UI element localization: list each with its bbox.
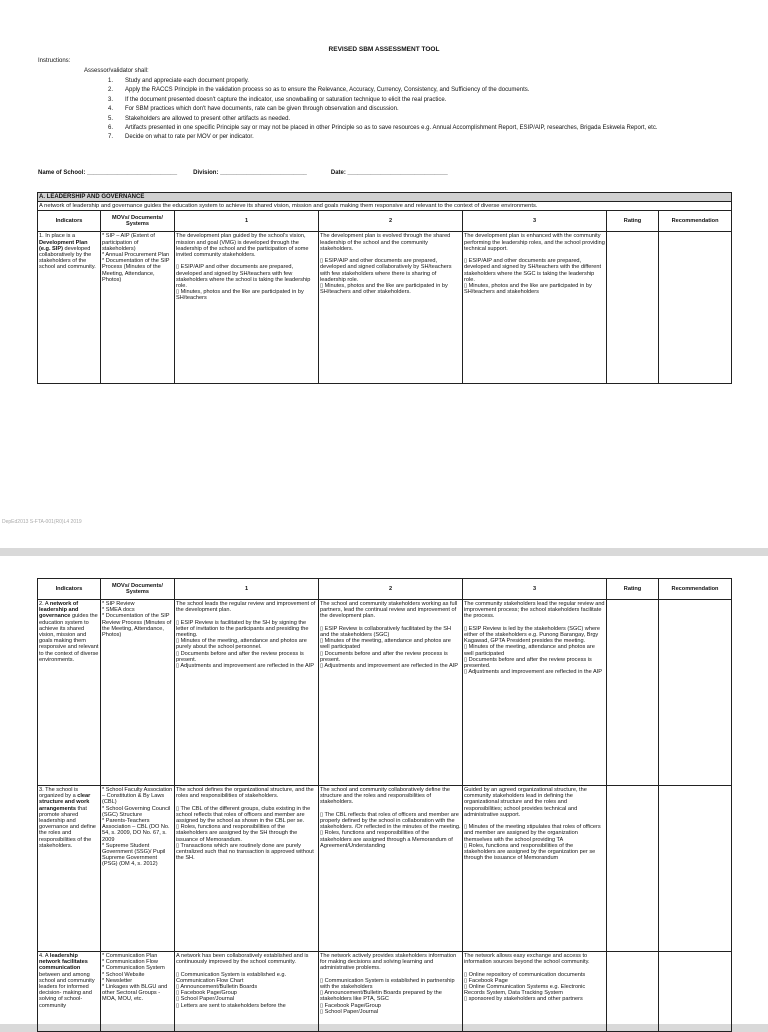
recommendation-input-cell[interactable] <box>659 786 732 952</box>
document-title: REVISED SBM ASSESSMENT TOOL <box>328 46 440 53</box>
level-2-cell: The school and community collaboratively define the structure and the roles and responsibilities of stakeholders. ▯ The CBL reflects that roles of officers and member are properly defined by the school in collaboration with the stakeholders. /Or reflected in the minutes of the meeting. ▯ Roles, functions and responsibilities of the stakeholders are assigned through a Memorandum of Agreement/Understanding <box>319 786 463 952</box>
recommendation-input-cell[interactable] <box>659 952 732 1032</box>
page-footer: DepEd2013 S-FTA-001(R0)L4 2019 <box>2 519 82 525</box>
col-header-level-2: 2 <box>319 579 463 600</box>
level-1-cell: The school leads the regular review and improvement of the development plan. ▯ ESIP Review is facilitated by the SH by signing the letter of invitation to the participants and presiding the meeting. ▯ Minutes of the meeting, attendance and photos are purely about the school personnel. ▯ Documents before and after the review process is present. ▯ Adjustments and improvement are reflected in the AIP <box>175 600 319 786</box>
level-3-cell: Guided by an agreed organizational structure, the community stakeholders lead in defining the organizational structure and the roles and responsibilities; school provides technical and administrative support. ▯ Minutes of the meeting stipulates that roles of officers and member are assigned by the organization themselves with the school providing TA ▯ Roles, functions and responsibilities of the stakeholders are assigned by the organization per se through the issuance of Memorandum <box>463 786 607 952</box>
instruction-step: 5. Stakeholders are allowed to present other artifacts as needed. <box>108 115 291 122</box>
level-3-cell: The development plan is enhanced with the community performing the leadership roles, and the school providing technical support. ▯ ESIP/AIP and other documents are prepared, developed and signed by SH/teachers with the different stakeholders where the SGC is taking the leadership role. ▯ Minutes, photos and the like are participated in by SH/teachers and stakeholders <box>463 232 607 384</box>
instruction-step: 1. Study and appreciate each document properly. <box>108 78 249 84</box>
movs-cell: * SIP Review * SMEA docs * Documentation of the SIP Review Process (Minutes of the Meeting, Attendance, Photos) <box>101 600 175 786</box>
instruction-steps <box>108 77 708 143</box>
level-2-cell: The school and community stakeholders working as full partners, lead the continual review and improvement of the development plan. ▯ ESIP Review is collaboratively facilitated by the SH and the stakeholders (SGC) ▯ Minutes of the meeting, attendance and photos are well participated ▯ Documents before and after the review process is present. ▯ Adjustments and improvement are reflected in the AIP <box>319 600 463 786</box>
level-3-cell: The network allows easy exchange and access to information sources beyond the school community. ▯ Online repository of communication documents ▯ Facebook Page ▯ Online Communication Systems e.g. Electronic Records System, Data Tracking System ▯ sponsored by stakeholders and other partners <box>463 952 607 1032</box>
rating-input-cell[interactable] <box>607 952 659 1032</box>
level-1-cell: The development plan guided by the school's vision, mission and goal (VMG) is developed through the leadership of the school and the participation of some invited community stakeholders. ▯ ESIP/AIP and other documents are prepared, developed and signed by SH/teachers with few stakeholders where the school is taking the leadership role. ▯ Minutes, photos and the like are participated in by SH/teachers <box>175 232 319 384</box>
indicator-cell: 2. A network of leadership and governance guides the education system to achieve its shared vision, mission and goals making them responsive and relevant to the context of diverse environments. <box>38 600 101 786</box>
table-row <box>38 786 732 952</box>
movs-cell: * SIP – AIP (Extent of participation of stakeholders) * Annual Procurement Plan * Documentation of the SIP Process (Minutes of the Meeting, Attendance, Photos) <box>101 232 175 384</box>
level-3-cell: The community stakeholders lead the regular review and improvement process; the school stakeholders facilitate the process. ▯ ESIP Review is led by the stakeholders (SGC) where either of the stakeholders e.g. Punong Barangay, Brgy Kagawad, GPTA President presides the meeting. ▯ Minutes of the meeting, attendance and photos are well participated ▯ Documents before and after the review process is presented. ▯ Adjustments and improvement are reflected in the AIP <box>463 600 607 786</box>
col-header-movs: MOVs/ Documents/ Systems <box>101 211 175 232</box>
col-header-indicators: Indicators <box>38 211 101 232</box>
indicator-cell: 1. In place is a Development Plan (e.g. SIP) developed collaboratively by the stakeholders of the school and community. <box>38 232 101 384</box>
level-1-cell: The school defines the organizational structure, and the roles and responsibilities of stakeholders. ▯ The CBL of the different groups, clubs existing in the school reflects that roles of officers and member are assigned by the school as shown in the CBL per se. ▯ Roles, functions and responsibilities of the stakeholders are assigned by the SH through the issuance of Memorandum. ▯ Transactions which are routinely done are purely centralized such that no transaction is approved without the SH. <box>175 786 319 952</box>
col-header-recommendation: Recommendation <box>659 579 732 600</box>
col-header-level-2: 2 <box>319 211 463 232</box>
school-name-field[interactable]: Name of School: ___________________________ <box>38 170 178 176</box>
instruction-step: 3. If the document presented doesn't capture the indicator, use snowballing or saturation technique to elicit the real practice. <box>108 96 447 103</box>
rating-input-cell[interactable] <box>607 232 659 384</box>
assessment-table-2 <box>37 578 732 1032</box>
col-header-level-1: 1 <box>175 579 319 600</box>
rating-input-cell[interactable] <box>607 600 659 786</box>
assessment-table-1 <box>37 192 732 384</box>
header-fields <box>38 170 448 176</box>
indicator-cell: 3. The school is organized by a clear structure and work arrangements that promote shared leadership and governance and define the roles and responsibilities of the stakeholders. <box>38 786 101 952</box>
instruction-step: 4. For SBM practices which don't have documents, rate can be given through observation and discussion. <box>108 106 399 113</box>
table-row <box>38 232 732 384</box>
level-2-cell: The network actively provides stakeholders information for making decisions and solving learning and administrative problems. ▯ Communication System is established in partnership with the stakeholders ▯ Announcement/Bulletin Boards prepared by the stakeholders like PTA, SGC ▯ Facebook Page/Group ▯ School Paper/Journal <box>319 952 463 1032</box>
level-1-cell: A network has been collaboratively established and is continuously improved by the school community. ▯ Communication System is established e.g. Communication Flow Chart ▯ Announcement/Bulletin Boards ▯ Facebook Page/Group ▯ School Paper/Journal ▯ Letters are sent to stakeholders before the <box>175 952 319 1032</box>
col-header-level-1: 1 <box>175 211 319 232</box>
movs-cell: * School Faculty Association – Constitution & By Laws (CBL) * School Governing Council (SGC) Structure * Parents-Teachers Association – CBL (DO No. 54, s. 2009, DO No. 67, s. 2009 * Supreme Student Government (SSG)/ Pupil Supreme Government (PSG) (DM 4, s. 2012) <box>101 786 175 952</box>
table-row <box>38 952 732 1032</box>
col-header-rating: Rating <box>607 579 659 600</box>
instruction-step: 6. Artifacts presented in one specific Principle say or may not be placed in other Principle so as to save resources e.g. Annual Accomplishment Report, ESIP/AIP, researches, Brigada Eskwela Report, etc. <box>108 125 658 132</box>
section-title: A. LEADERSHIP AND GOVERNANCE <box>38 193 732 202</box>
col-header-level-3: 3 <box>463 579 607 600</box>
col-header-recommendation: Recommendation <box>659 211 732 232</box>
division-field[interactable]: Division: __________________________ <box>193 170 307 176</box>
movs-cell: * Communication Plan * Communication Flow * Communication System * School Website * Newsletter * Linkages with BLGU and other Sectoral Groups - MOA, MOU, etc. <box>101 952 175 1032</box>
indicator-cell: 4. A leadership network facilitates communication between and among school and community leaders for informed decision- making and solving of school-community <box>38 952 101 1032</box>
level-2-cell: The development plan is evolved through the shared leadership of the school and the community stakeholders. ▯ ESIP/AIP and other documents are prepared, developed and signed collaboratively by SH/teachers with few stakeholders where there is sharing of leadership role. ▯ Minutes, photos and the like are participated in by SH/teachers and other stakeholders. <box>319 232 463 384</box>
recommendation-input-cell[interactable] <box>659 232 732 384</box>
col-header-rating: Rating <box>607 211 659 232</box>
col-header-movs: MOVs/ Documents/ Systems <box>101 579 175 600</box>
assessor-line: Assessor/validator shall: <box>84 68 149 74</box>
instruction-step: 7. Decide on what to rate per MOV or per indicator. <box>108 134 254 141</box>
document-page-2 <box>0 556 768 1024</box>
col-header-indicators: Indicators <box>38 579 101 600</box>
section-description: A network of leadership and governance guides the education system to achieve its shared vision, mission and goals making them responsive and relevant to the context of diverse environments. <box>38 202 732 211</box>
rating-input-cell[interactable] <box>607 786 659 952</box>
col-header-level-3: 3 <box>463 211 607 232</box>
instruction-step: 2. Apply the RACCS Principle in the validation process so as to ensure the Relevance, Accuracy, Currency, Consistency, and Sufficiency of the documents. <box>108 87 530 94</box>
recommendation-input-cell[interactable] <box>659 600 732 786</box>
date-field[interactable]: Date: ______________________________ <box>330 170 448 176</box>
instructions-label: Instructions: <box>38 58 71 64</box>
table-row <box>38 600 732 786</box>
